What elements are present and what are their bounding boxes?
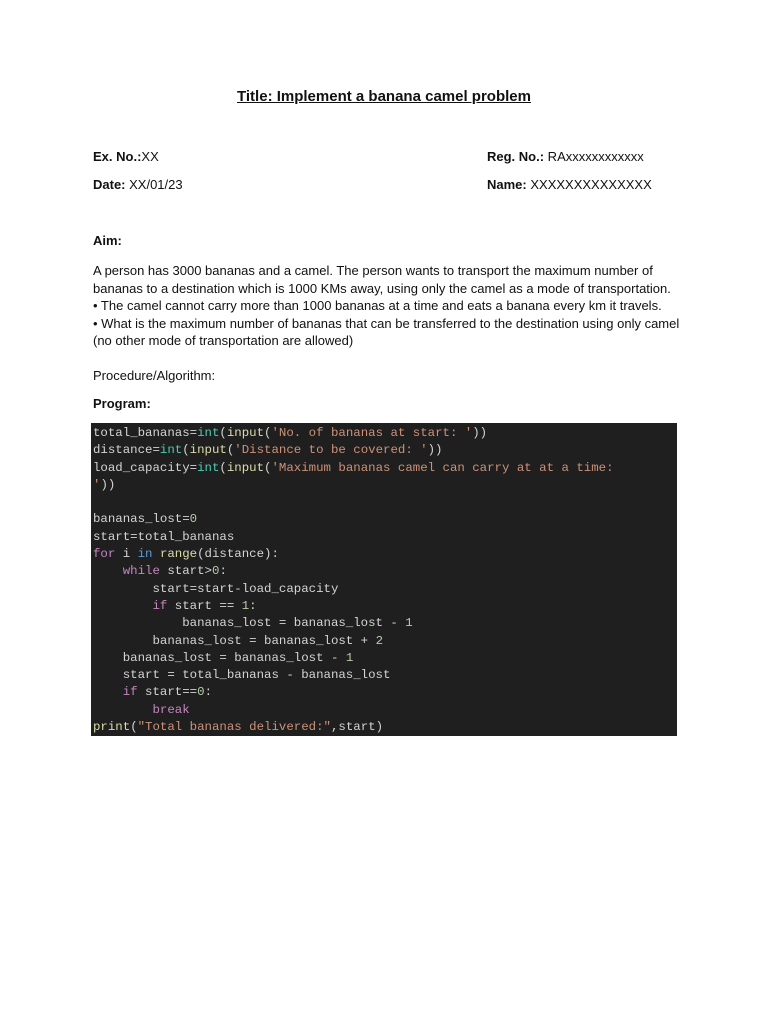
code-token: "Total bananas delivered:" bbox=[137, 720, 331, 735]
code-line bbox=[91, 494, 677, 511]
code-line bbox=[91, 598, 677, 615]
code-token: 'Distance to be covered: ' bbox=[234, 443, 428, 458]
code-token: 0 bbox=[212, 564, 220, 579]
name-label: Name: bbox=[487, 177, 527, 192]
code-token: : bbox=[219, 564, 227, 579]
code-token: bananas_lost = bananas_lost + bbox=[93, 633, 376, 648]
code-line bbox=[91, 442, 677, 459]
code-token: if bbox=[122, 685, 138, 700]
code-block bbox=[91, 423, 677, 736]
code-token: ( bbox=[226, 443, 235, 458]
code-token: print bbox=[93, 720, 131, 735]
code-token: bananas_lost = bananas_lost - bbox=[93, 616, 406, 631]
ex-no-label: Ex. No.: bbox=[93, 149, 142, 164]
code-line bbox=[91, 581, 677, 598]
code-line bbox=[91, 477, 677, 494]
date-label: Date: bbox=[93, 177, 126, 192]
code-token: ,start) bbox=[330, 720, 384, 735]
ex-no-field bbox=[93, 149, 159, 164]
code-token: ' bbox=[93, 477, 101, 492]
code-line bbox=[91, 546, 677, 563]
code-token bbox=[153, 547, 160, 561]
code-token: ( bbox=[264, 426, 272, 440]
code-token: 0 bbox=[189, 512, 198, 527]
code-token: : bbox=[249, 598, 257, 613]
procedure-label: Procedure/Algorithm: bbox=[93, 368, 216, 383]
code-token bbox=[93, 685, 123, 699]
code-token: in bbox=[137, 547, 153, 562]
code-token: ( bbox=[264, 460, 272, 475]
reg-no-field bbox=[487, 149, 644, 164]
reg-no-label: Reg. No.: bbox=[487, 149, 545, 164]
code-token: (distance): bbox=[197, 547, 279, 562]
code-token: : bbox=[204, 685, 212, 700]
code-line bbox=[91, 529, 677, 546]
program-heading: Program: bbox=[93, 396, 151, 411]
code-token bbox=[93, 564, 123, 578]
code-token: i bbox=[115, 547, 138, 562]
code-line bbox=[91, 719, 677, 736]
code-token: 1 bbox=[241, 598, 250, 613]
code-token: start> bbox=[159, 564, 212, 579]
name-field bbox=[487, 177, 652, 192]
code-line bbox=[91, 633, 677, 650]
code-token: input bbox=[226, 426, 265, 440]
code-token: input bbox=[189, 443, 227, 458]
aim-text bbox=[93, 262, 683, 350]
date-field bbox=[93, 177, 183, 192]
code-token: for bbox=[93, 547, 116, 562]
code-line bbox=[91, 667, 677, 684]
code-token: int bbox=[197, 460, 220, 475]
aim-heading: Aim: bbox=[93, 233, 122, 248]
code-line bbox=[91, 684, 677, 701]
code-token: int bbox=[197, 426, 220, 440]
code-token: )) bbox=[100, 477, 116, 492]
aim-paragraph: A person has 3000 bananas and a camel. The person wants to transport the maximum number of bananas to a destination which is 1000 KMs away, using only the camel as a mode of transportation. bbox=[93, 263, 671, 296]
code-token: 2 bbox=[375, 633, 383, 648]
code-token: 1 bbox=[345, 650, 354, 665]
code-token: if bbox=[152, 598, 168, 613]
code-token: start = total_bananas - bananas_lost bbox=[93, 668, 391, 683]
date-value: XX/01/23 bbox=[125, 177, 183, 192]
code-token: distance= bbox=[93, 443, 160, 458]
code-token: load_capacity= bbox=[93, 460, 198, 475]
code-line bbox=[91, 615, 677, 632]
ex-no-value: XX bbox=[141, 149, 159, 164]
code-token: 0 bbox=[197, 685, 205, 700]
code-token: start=start-load_capacity bbox=[93, 581, 339, 596]
code-token: )) bbox=[427, 443, 443, 458]
code-token: ( bbox=[219, 460, 227, 475]
code-line bbox=[91, 460, 677, 477]
code-token: start == bbox=[167, 598, 242, 613]
code-token: 'Maximum bananas camel can carry at at a time: bbox=[271, 460, 614, 475]
code-token: input bbox=[226, 460, 265, 475]
code-token: int bbox=[159, 443, 183, 458]
code-token: bananas_lost = bananas_lost - bbox=[93, 650, 346, 665]
code-token: start=total_bananas bbox=[93, 529, 235, 544]
aim-bullet: • What is the maximum number of bananas that can be transferred to the destination using only camel (no other mode of transportation are allowed) bbox=[93, 315, 680, 348]
code-token: start== bbox=[137, 685, 198, 700]
reg-no-value: RAxxxxxxxxxxxx bbox=[544, 149, 644, 164]
name-value: XXXXXXXXXXXXXX bbox=[526, 177, 652, 192]
code-line bbox=[91, 563, 677, 580]
code-token: break bbox=[152, 702, 190, 717]
code-token: total_bananas= bbox=[93, 426, 198, 440]
code-token: while bbox=[122, 564, 160, 579]
code-token bbox=[93, 703, 153, 717]
code-token: )) bbox=[472, 426, 488, 440]
code-token: bananas_lost= bbox=[93, 512, 190, 527]
code-token: 1 bbox=[405, 616, 413, 631]
document-title: Title: Implement a banana camel problem bbox=[237, 88, 531, 105]
code-line bbox=[91, 702, 677, 719]
code-line bbox=[91, 650, 677, 667]
code-token: ( bbox=[130, 720, 138, 735]
code-token: ( bbox=[219, 426, 227, 440]
code-token bbox=[93, 599, 153, 613]
code-line bbox=[91, 511, 677, 528]
aim-bullet: • The camel cannot carry more than 1000 bananas at a time and eats a banana every km it travels. bbox=[93, 298, 662, 313]
code-token: range bbox=[159, 547, 198, 562]
code-token: 'No. of bananas at start: ' bbox=[271, 426, 473, 440]
code-line bbox=[91, 425, 677, 442]
code-token: ( bbox=[182, 443, 190, 458]
